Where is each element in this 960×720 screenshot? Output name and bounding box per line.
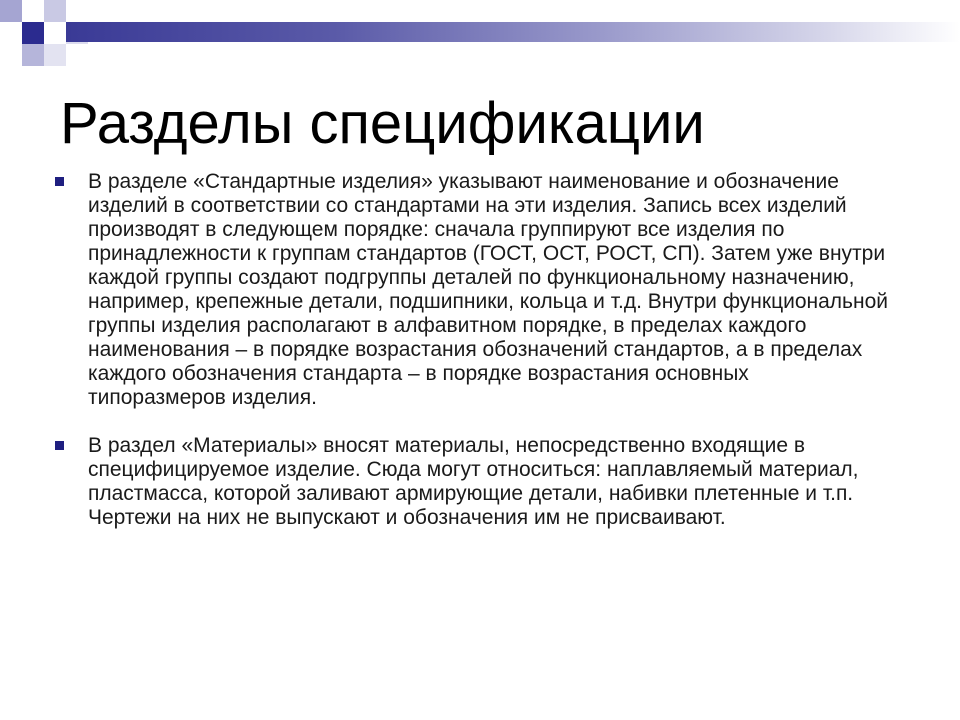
decor-square — [22, 0, 44, 22]
list-item — [52, 434, 892, 530]
decor-square — [22, 44, 44, 66]
slide-title: Разделы спецификации — [60, 91, 705, 156]
decor-square — [22, 22, 44, 44]
decor-square — [44, 0, 66, 22]
top-gradient-band — [66, 22, 960, 42]
square-bullet-icon — [55, 441, 64, 450]
bullet-text: В разделе «Стандартные изделия» указывают наименование и обозначение изделий в соответствии со стандартами на эти изделия. Запись всех изделий производят в следующем порядке: сначала группируют все изделия по принадлежности к группам стандартов (ГОСТ, ОСТ, РОСТ, СП). Затем уже внутри каждой группы создают подгруппы деталей по функциональному назначению, например, крепежные детали, подшипники, кольца и т.д. Внутри функциональной группы изделия располагают в алфавитном порядке, в пределах каждого наименования – в порядке возрастания обозначений стандартов, а в пределах каждого обозначения стандарта – в порядке возрастания основных типоразмеров изделия. — [88, 170, 888, 409]
square-bullet-icon — [55, 177, 64, 186]
bullet-list — [52, 170, 892, 530]
decor-square — [44, 44, 66, 66]
decor-square — [44, 22, 66, 44]
bullet-text: В раздел «Материалы» вносят материалы, непосредственно входящие в специфицируемое изделие. Сюда могут относиться: наплавляемый материал, пластмасса, которой заливают армирующие детали, набивки плетенные и т.п. Чертежи на них не выпускают и обозначения им не присваивают. — [88, 434, 859, 529]
decor-square — [0, 22, 22, 44]
decor-square — [0, 0, 22, 22]
list-item — [52, 170, 892, 410]
